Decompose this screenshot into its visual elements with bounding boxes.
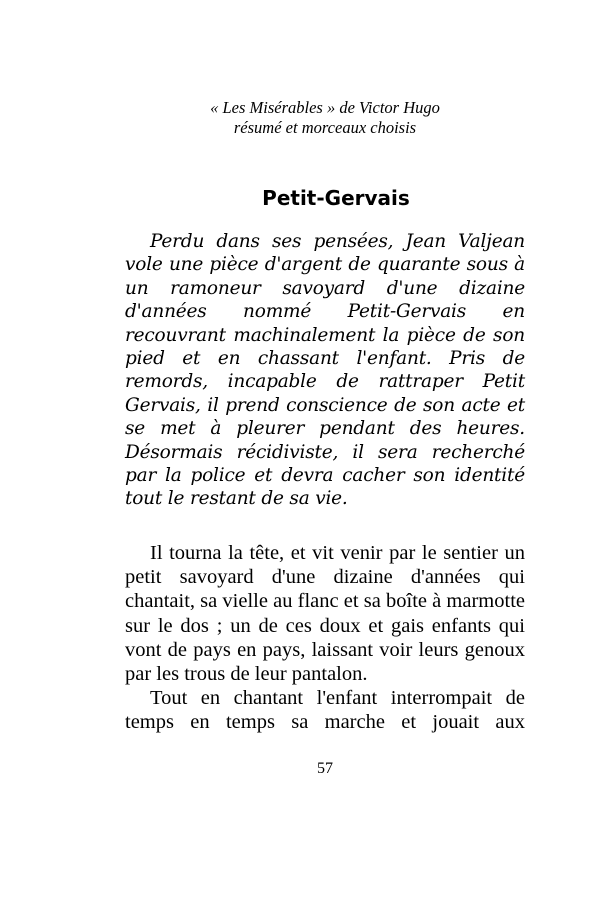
page-number: 57 (317, 760, 333, 777)
header-title-line: « Les Misérables » de Victor Hugo (210, 98, 440, 117)
body-paragraph: Tout en chantant l'enfant interrompait de temps en temps sa marche et jouait aux (125, 687, 525, 734)
chapter-summary: Perdu dans ses pensées, Jean Valjean vole une pièce d'argent de quarante sous à un ramoneur savoyard d'une dizaine d'années nommé Petit-Gervais en recouvrant machinalement la pièce de son pied et en chassant l'enfant. Pris de remords, incapable de rattraper Petit Gervais, il prend conscience de son acte et se met à pleurer pendant des heures. Désormais récidiviste, il sera recherché par la police et devra cacher son identité tout le restant de sa vie. (125, 231, 525, 510)
body-text (125, 541, 525, 735)
book-header (0, 98, 600, 138)
chapter-title: Petit-Gervais (262, 186, 410, 210)
body-paragraph: Il tourna la tête, et vit venir par le sentier un petit savoyard d'une dizaine d'années qui chantait, sa vielle au flanc et sa boîte à marmotte sur le dos ; un de ces doux et gais enfants qui vont de pays en pays, laissant voir leurs genoux par les trous de leur pantalon. (125, 542, 525, 686)
header-subtitle-line: résumé et morceaux choisis (233, 118, 417, 137)
